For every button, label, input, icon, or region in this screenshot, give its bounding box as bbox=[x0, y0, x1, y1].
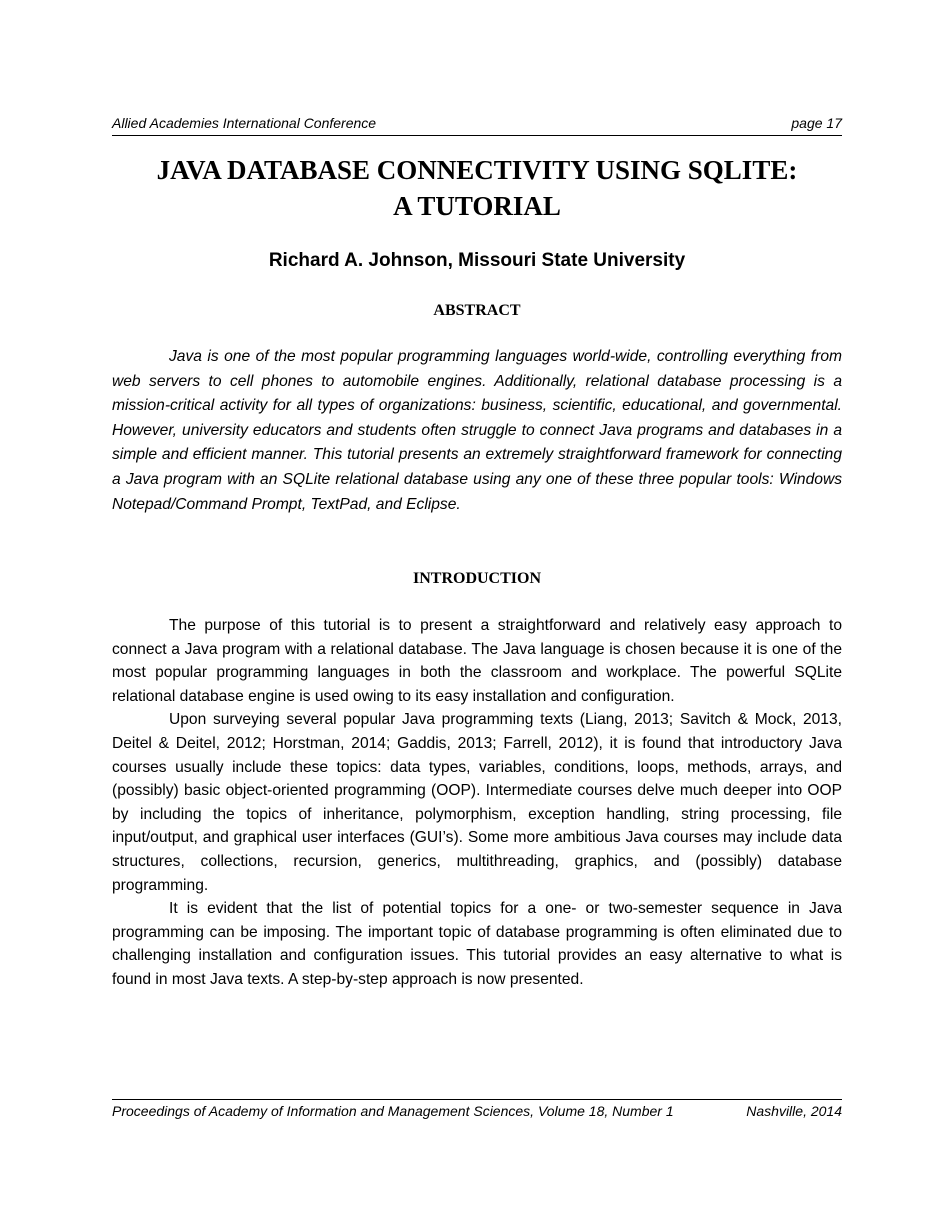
introduction-body bbox=[112, 614, 842, 992]
conference-name: Allied Academies International Conference bbox=[112, 115, 377, 131]
abstract-text: Java is one of the most popular programming languages world-wide, controlling everything from web servers to cell phones to automobile engines. Additionally, relational database processing is a mission-critical activity for all types of organizations: business, scientific, educational, and governmental. However, university educators and students often struggle to connect Java programs and databases in a simple and efficient manner. This tutorial presents an extremely straightforward framework for connecting a Java program with an SQLite relational database using any one of these three popular tools: Windows Notepad/Command Prompt, TextPad, and Eclipse. bbox=[112, 348, 842, 513]
running-footer bbox=[112, 1099, 842, 1122]
proceedings-citation: Proceedings of Academy of Information and Management Sciences, Volume 18, Number 1 bbox=[112, 1103, 674, 1119]
introduction-paragraph-1: The purpose of this tutorial is to present a straightforward and relatively easy approach to connect a Java program with a relational database. The Java language is chosen because it is one of the most popular programming languages in both the classroom and workplace. The powerful SQLite relational database engine is used owing to its easy installation and configuration. bbox=[112, 617, 842, 705]
introduction-paragraph-3: It is evident that the list of potential topics for a one- or two-semester sequence in Java programming can be imposing. The important topic of database programming is often eliminated due to challenging installation and configuration issues. This tutorial provides an easy alternative to what is found in most Java texts. A step-by-step approach is now presented. bbox=[112, 900, 842, 988]
running-header bbox=[112, 113, 842, 136]
introduction-heading: INTRODUCTION bbox=[412, 570, 541, 587]
paper-title-line-1: JAVA DATABASE CONNECTIVITY USING SQLITE: bbox=[156, 155, 798, 185]
introduction-paragraph-2: Upon surveying several popular Java programming texts (Liang, 2013; Savitch & Mock, 2013, Deitel & Deitel, 2012; Horstman, 2014; Gaddis, 2013; Farrell, 2012), it is found that introductory Java courses usually include these topics: data types, variables, conditions, loops, methods, arrays, and (possibly) basic object-oriented programming (OOP). Intermediate courses delve much deeper into OOP by including the topics of inheritance, polymorphism, exception handling, string processing, file input/output, and graphical user interfaces (GUI’s). Some more ambitious Java courses may include data structures, collections, recursion, generics, multithreading, graphics, and (possibly) database programming. bbox=[112, 711, 842, 894]
paper-title bbox=[112, 152, 842, 224]
conference-location: Nashville, 2014 bbox=[746, 1103, 842, 1119]
author-affiliation: Richard A. Johnson, Missouri State University bbox=[268, 250, 686, 271]
paper-title-line-2: A TUTORIAL bbox=[393, 191, 561, 221]
page-number: page 17 bbox=[791, 115, 842, 131]
abstract-heading: ABSTRACT bbox=[433, 302, 521, 319]
